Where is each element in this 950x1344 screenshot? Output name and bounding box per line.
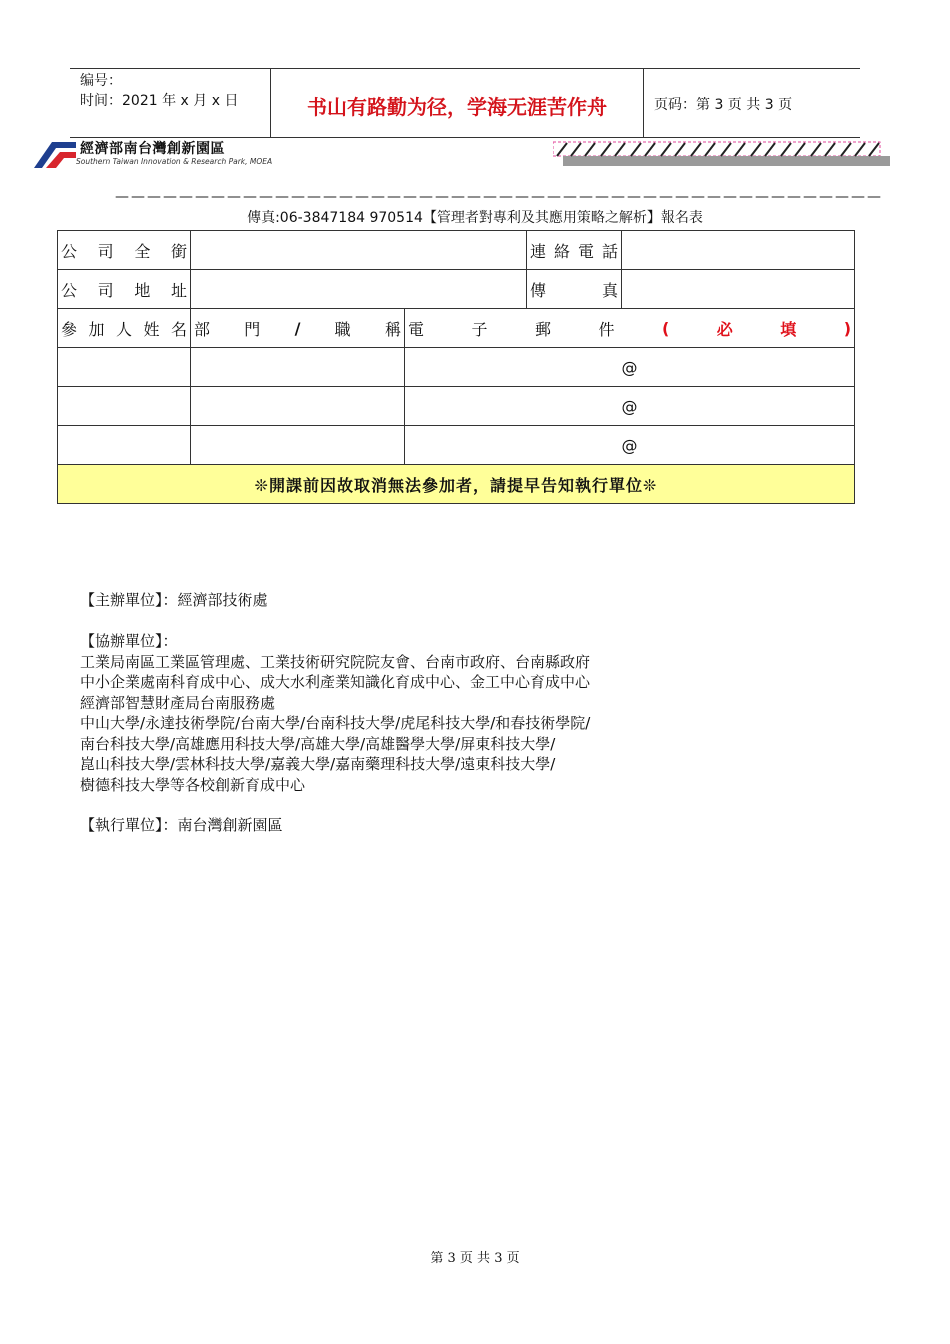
co-organizer-line: 經濟部智慧財產局台南服務處 [80, 693, 276, 712]
participant-name-field[interactable] [58, 387, 191, 426]
email-field[interactable]: @ [405, 387, 855, 426]
table-row [58, 387, 855, 426]
table-row [58, 426, 855, 465]
contact-phone-field[interactable] [622, 231, 855, 270]
participant-name-field[interactable] [58, 426, 191, 465]
logo-name-cn: 經濟部南台灣創新園區 [80, 141, 225, 157]
time-label: 时间：2021 年 x 月 x 日 [80, 93, 239, 109]
table-row [58, 270, 855, 309]
participant-name-field[interactable] [58, 348, 191, 387]
co-organizer-line: 中山大學/永達技術學院/台南大學/台南科技大學/虎尾科技大學/和春技術學院/ [80, 714, 591, 732]
dept-title-field[interactable] [191, 426, 405, 465]
host-unit: 【主辦單位】：經濟部技術處 [80, 591, 268, 609]
label-email-required: 電 子 郵 件 ( 必 填 ) [405, 309, 855, 348]
number-label: 编号： [80, 73, 122, 89]
motto: 书山有路勤为径，学海无涯苦作舟 [307, 95, 607, 119]
header-divider [643, 69, 644, 137]
email-field[interactable]: @ [405, 426, 855, 465]
scrambled-stamp-icon [553, 140, 890, 166]
email-field[interactable]: @ [405, 348, 855, 387]
co-organizer-line: 南台科技大學/高雄應用科技大學/高雄大學/高雄醫學大學/屏東科技大學/ [80, 734, 556, 753]
registration-table [57, 230, 855, 504]
logo-name-en: Southern Taiwan Innovation & Research Park, MOEA [76, 157, 273, 166]
label-company-name: 公 司 全 銜 [58, 231, 191, 270]
page-label: 页码：第 3 页 共 3 页 [654, 97, 793, 113]
notice-row [58, 465, 855, 504]
label-dept-title: 部 門 / 職 稱 [191, 309, 405, 348]
table-header-row [58, 309, 855, 348]
co-organizer-line: 崑山科技大學/雲林科技大學/嘉義大學/嘉南藥理科技大學/遠東科技大學/ [80, 755, 556, 773]
dept-title-field[interactable] [191, 348, 405, 387]
park-logo-icon [32, 138, 76, 170]
separator-dashes: ———————————————————————————————————————————————— [115, 189, 883, 205]
company-name-field[interactable] [191, 231, 527, 270]
co-organizer-line: 中小企業處南科育成中心、成大水利產業知識化育成中心、金工中心育成中心 [80, 673, 591, 691]
label-company-address: 公 司 地 址 [58, 270, 191, 309]
label-fax: 傳 真 [527, 270, 622, 309]
form-title: 傳真:06-3847184 970514【管理者對專利及其應用策略之解析】報名表 [247, 210, 703, 226]
label-contact-phone: 連 絡 電 話 [527, 231, 622, 270]
company-address-field[interactable] [191, 270, 527, 309]
cancellation-notice: ❊開課前因故取消無法參加者，請提早告知執行單位❊ [58, 465, 855, 504]
co-organizer-line: 工業局南區工業區管理處、工業技術研究院院友會、台南市政府、台南縣政府 [80, 652, 591, 671]
co-organizers [80, 631, 590, 795]
co-organizer-line: 樹德科技大學等各校創新育成中心 [80, 775, 306, 794]
label-participant-name: 參 加 人 姓 名 [58, 309, 191, 348]
fax-field[interactable] [622, 270, 855, 309]
page-footer: 第 3 页 共 3 页 [430, 1251, 520, 1266]
document-header [70, 68, 860, 138]
dept-title-field[interactable] [191, 387, 405, 426]
table-row [58, 231, 855, 270]
executing-unit: 【執行單位】：南台灣創新園區 [80, 816, 283, 834]
table-row [58, 348, 855, 387]
co-organizers-title: 【協辦單位】： [80, 632, 178, 650]
header-meta [80, 71, 238, 111]
